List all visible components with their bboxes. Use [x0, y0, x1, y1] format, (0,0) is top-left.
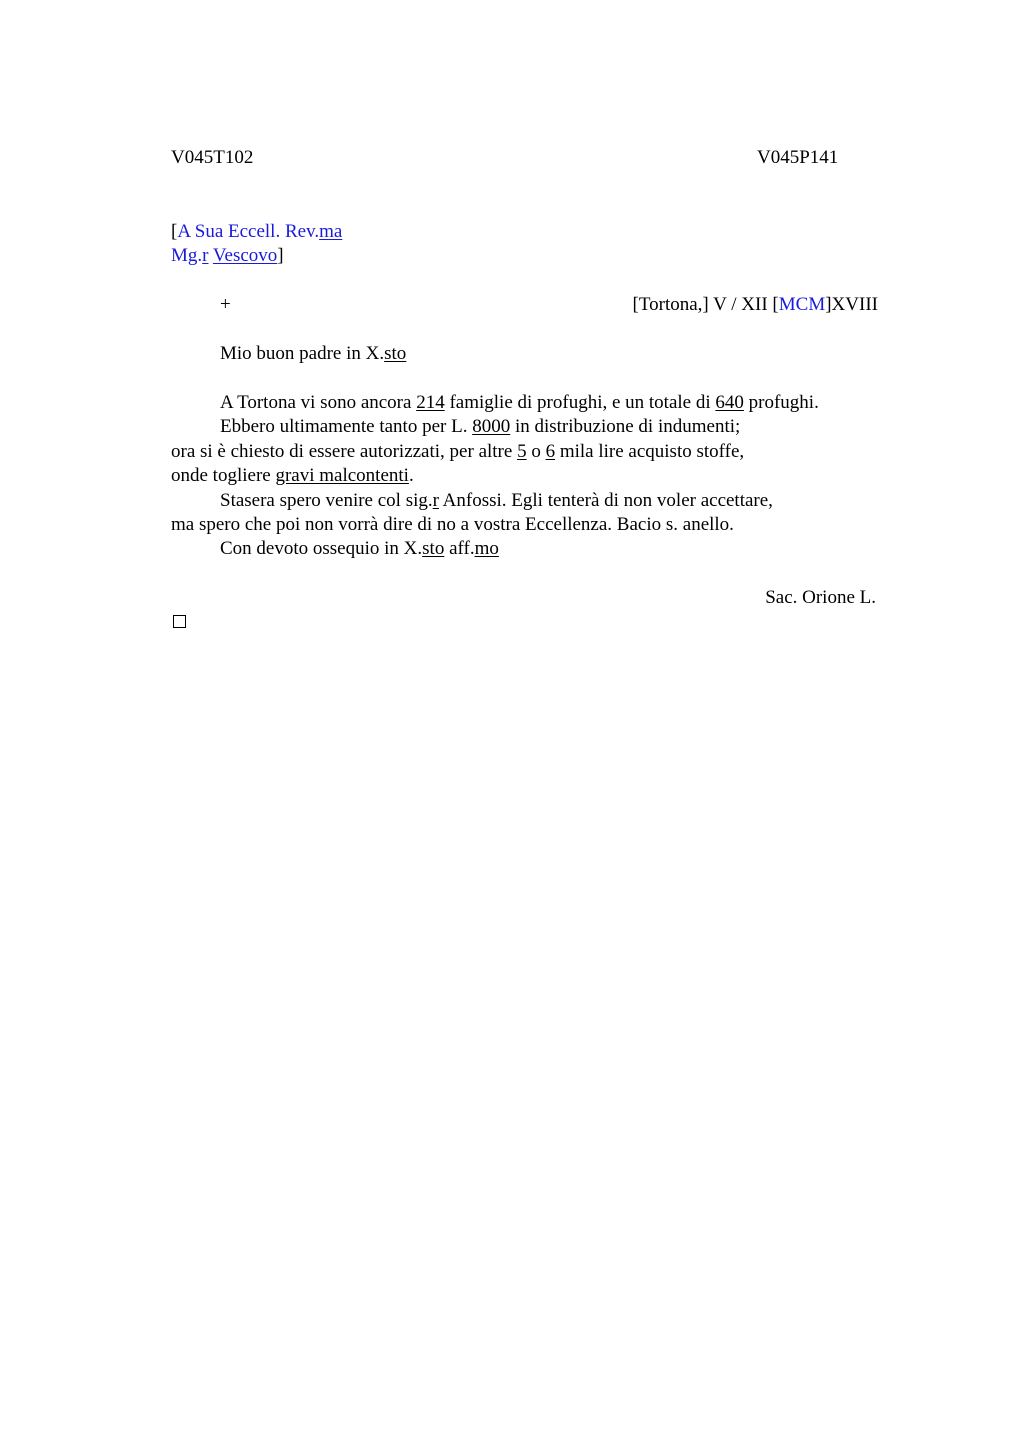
- body-line-2: Ebbero ultimamente tanto per L. 8000 in distribuzione di indumenti;: [220, 416, 741, 437]
- date-line: [Tortona,] V / XII [MCM]XVIII: [632, 294, 878, 315]
- year-editorial: MCM: [778, 294, 826, 315]
- doc-code-right: V045P141: [757, 147, 839, 168]
- address-abbrev: r: [202, 245, 209, 266]
- bracket-close: ]: [277, 245, 284, 266]
- cross-mark: +: [220, 294, 231, 315]
- body-line-6: ma spero che poi non vorrà dire di no a vostra Eccellenza. Bacio s. anello.: [171, 514, 734, 535]
- address-vescovo: Vescovo: [212, 245, 278, 266]
- body-line-3: ora si è chiesto di essere autorizzati, per altre 5 o 6 mila lire acquisto stoffe,: [171, 441, 745, 462]
- doc-code-left: V045T102: [171, 147, 254, 168]
- address-text: A Sua Eccell. Rev.: [177, 221, 320, 242]
- salutation: Mio buon padre in X.sto: [220, 343, 407, 364]
- closing-line: Con devoto ossequio in X.sto aff.mo: [220, 538, 499, 559]
- address-abbrev: ma: [319, 221, 343, 242]
- body-line-4: onde togliere gravi malcontenti.: [171, 465, 414, 486]
- address-line-1: [171, 220, 342, 244]
- bracket-open: [: [171, 221, 178, 242]
- body-line-5: Stasera spero venire col sig.r Anfossi. Egli tenterà di non voler accettare,: [220, 490, 773, 511]
- address-line-2: [171, 244, 284, 268]
- signature: Sac. Orione L.: [765, 587, 876, 608]
- body-line-1: A Tortona vi sono ancora 214 famiglie di profughi, e un totale di 640 profughi.: [220, 392, 819, 413]
- checkbox-icon[interactable]: [173, 615, 186, 628]
- address-text: Mg.: [171, 245, 203, 266]
